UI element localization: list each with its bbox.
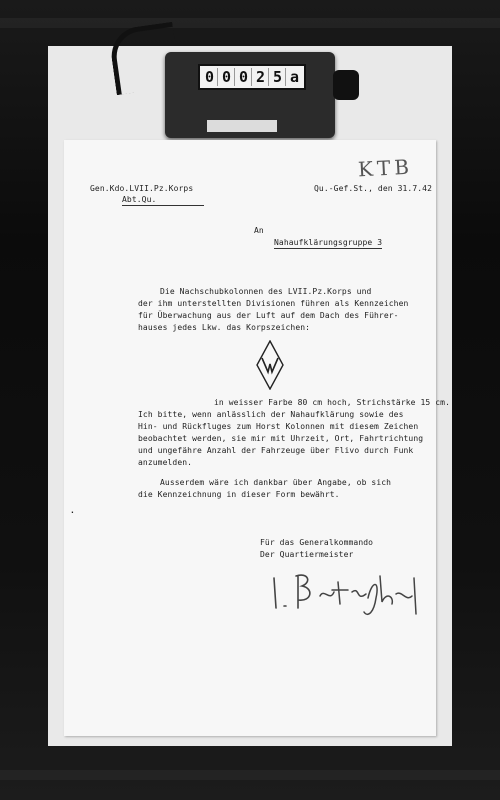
counter-knob bbox=[333, 70, 359, 100]
counter-digit: 0 bbox=[237, 68, 252, 86]
addressee-name: Nahaufklärungsgruppe 3 bbox=[274, 238, 383, 247]
document-page bbox=[64, 140, 450, 736]
counter-digit: 2 bbox=[254, 68, 269, 86]
counter-digit: 0 bbox=[220, 68, 235, 86]
body-p2-line: und ungefähre Anzahl der Fahrzeuge über Flivo durch Funk bbox=[138, 446, 414, 455]
counter-digit: 5 bbox=[271, 68, 286, 86]
body-p1-line: Die Nachschubkolonnen des LVII.Pz.Korps und bbox=[160, 287, 372, 296]
body-p2-line: beobachtet werden, sie mir mit Uhrzeit, Ort, Fahrtrichtung bbox=[138, 434, 424, 443]
body-p2-line: Hin- und Rückfluges zum Horst Kolonnen mit diesem Zeichen bbox=[138, 422, 419, 431]
closing-line-2: Der Quartiermeister bbox=[260, 550, 354, 559]
frame-counter-display bbox=[198, 64, 306, 90]
corps-emblem-icon bbox=[256, 340, 284, 390]
addressee-an: An bbox=[254, 226, 264, 235]
body-p1-line: für Überwachung aus der Luft auf dem Dach des Führer- bbox=[138, 311, 399, 320]
body-p1-line: der ihm unterstellten Divisionen führen als Kennzeichen bbox=[138, 299, 409, 308]
body-p2-line: Ich bitte, wenn anlässlich der Nahaufklärung sowie des bbox=[138, 410, 404, 419]
place-date: Qu.-Gef.St., den 31.7.42 bbox=[314, 184, 432, 193]
sender-line-2: Abt.Qu. bbox=[122, 195, 157, 204]
margin-mark: . bbox=[70, 506, 75, 515]
counter-digit: a bbox=[289, 68, 300, 86]
sender-line-1: Gen.Kdo.LVII.Pz.Korps bbox=[90, 184, 194, 193]
closing-line-1: Für das Generalkommando bbox=[260, 538, 374, 547]
body-p2-line: in weisser Farbe 80 cm hoch, Strichstärke 15 cm. bbox=[214, 398, 450, 407]
counter-label-plate bbox=[207, 120, 277, 132]
handwritten-signature bbox=[268, 568, 428, 618]
body-p3-line: Ausserdem wäre ich dankbar über Angabe, ob sich bbox=[160, 478, 392, 487]
body-p1-line: hauses jedes Lkw. das Korpszeichen: bbox=[138, 323, 311, 332]
ktb-stamp: KTB bbox=[357, 154, 414, 182]
addressee-underline bbox=[274, 248, 382, 249]
body-p3-line: die Kennzeichnung in dieser Form bewährt. bbox=[138, 490, 340, 499]
counter-digit: 0 bbox=[203, 68, 218, 86]
body-p2-line: anzumelden. bbox=[138, 458, 193, 467]
film-edge-top bbox=[0, 18, 500, 28]
sender-underline bbox=[122, 205, 204, 206]
film-edge-bottom bbox=[0, 770, 500, 780]
